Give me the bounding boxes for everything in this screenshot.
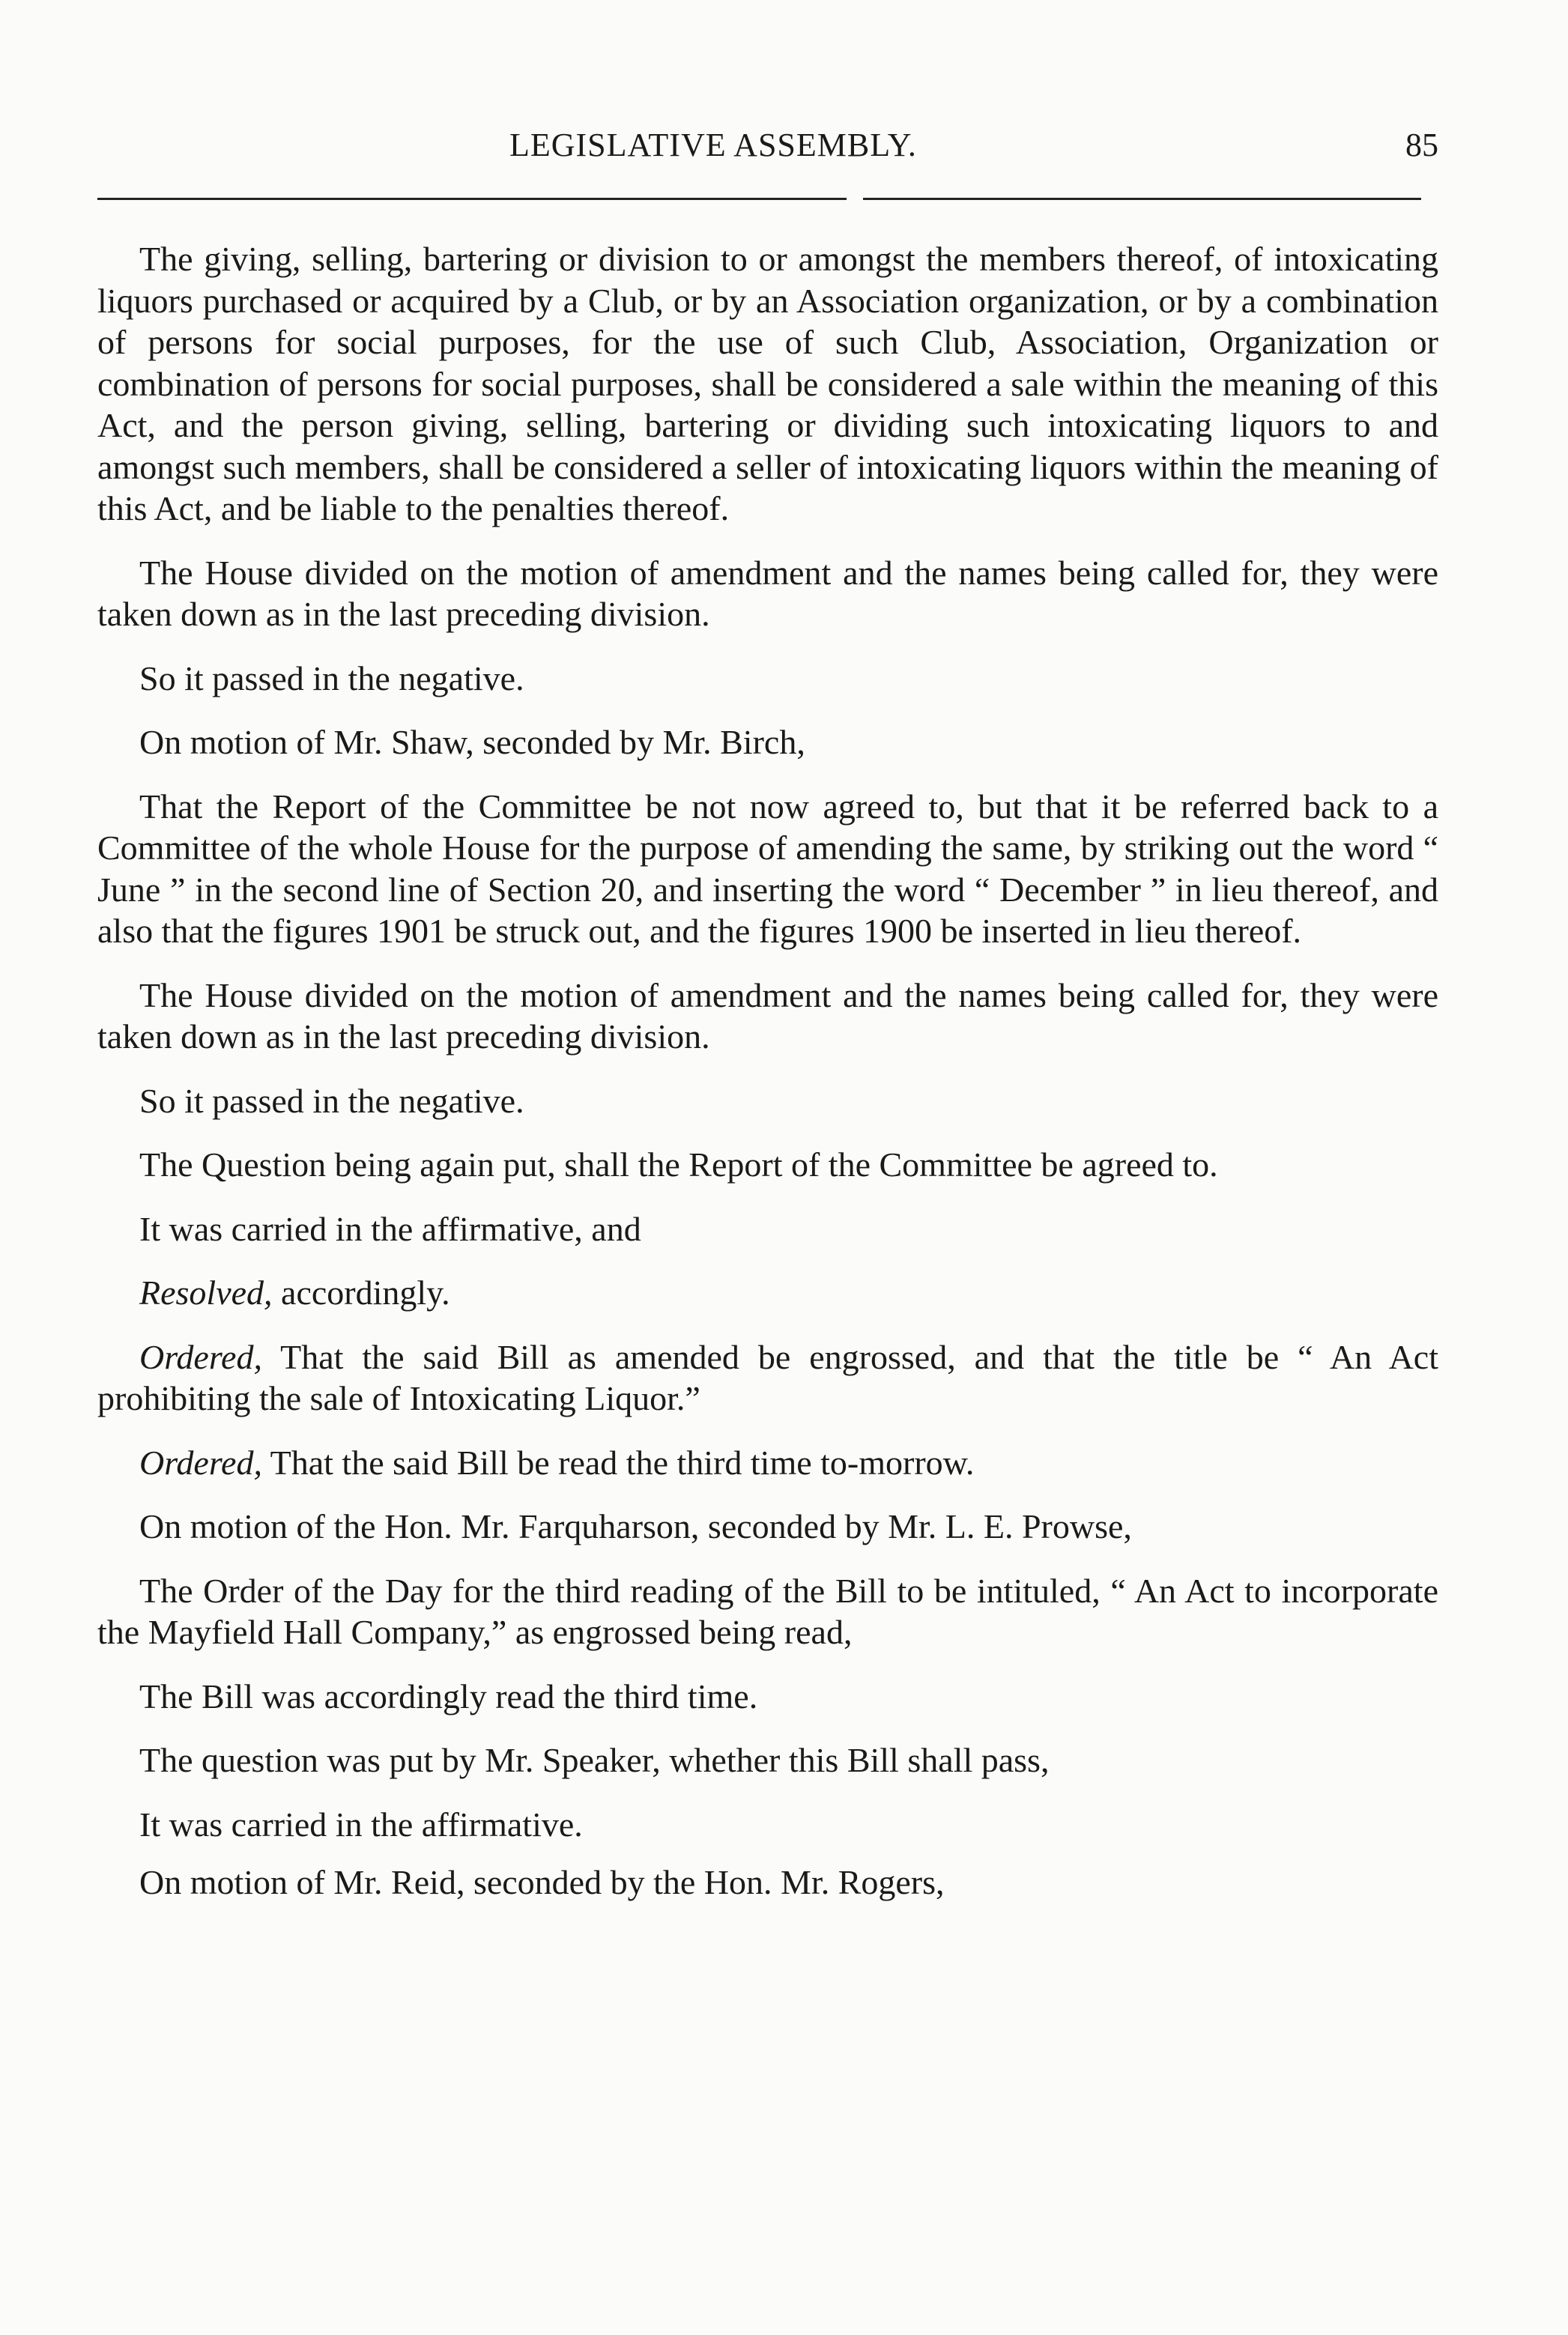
paragraph-carried-affirmative-2: It was carried in the affirmative. bbox=[139, 1805, 583, 1844]
paragraph-bill-read: The Bill was accordingly read the third time. bbox=[139, 1677, 758, 1715]
paragraph-amendment-text: The giving, selling, bartering or division to or amongst the members thereof, of intoxicating liquors purchased or acquired by a Club, or by an Association organization, or by a combination of persons for social purposes, for the use of such Club, Association, Organization or combination of persons for social purposes, shall be considered a sale within the meaning of this Act, and the person giving, selling, bartering or dividing such intoxicating liquors to and amongst such members, shall be considered a seller of intoxicating liquors within the meaning of this Act, and be liable to the penalties thereof. bbox=[97, 240, 1438, 527]
paragraph-house-divided: The House divided on the motion of amendment and the names being called for, they were taken down as in the last preceding division. bbox=[97, 553, 1438, 633]
ordered-text-2: That the said Bill be read the third time to-morrow. bbox=[261, 1443, 975, 1482]
paragraph-house-divided-2: The House divided on the motion of amendment and the names being called for, they were taken down as in the last preceding division. bbox=[97, 975, 1438, 1056]
paragraph-carried-affirmative: It was carried in the affirmative, and bbox=[139, 1209, 641, 1248]
paragraph-ordered-engrossed bbox=[97, 1336, 1438, 1420]
paragraph-motion-reid: On motion of Mr. Reid, seconded by the Hon. Mr. Rogers, bbox=[139, 1863, 945, 1901]
header-rule-right bbox=[863, 198, 1421, 200]
paragraph-resolved bbox=[97, 1272, 1438, 1314]
paragraph-question-put: The Question being again put, shall the Report of the Committee be agreed to. bbox=[139, 1145, 1218, 1184]
paragraph-motion-shaw: On motion of Mr. Shaw, seconded by Mr. Birch, bbox=[139, 723, 805, 761]
header-rule-left bbox=[97, 198, 847, 200]
ordered-text: That the said Bill as amended be engrossed, and that the title be “ An Act prohibiting the sale of Intoxicating Liquor.” bbox=[97, 1337, 1438, 1417]
paragraph-report-referral: That the Report of the Committee be not now agreed to, but that it be referred back to a Committee of the whole House for the purpose of amending the same, by striking out the word “ June ” in the second line of Section 20, and inserting the word “ December ” in lieu thereof, and also that the figures 1901 be struck out, and the figures 1900 be inserted in lieu thereof. bbox=[97, 787, 1438, 950]
resolved-lead: Resolved, bbox=[139, 1274, 273, 1312]
paragraph-question-speaker: The question was put by Mr. Speaker, whether this Bill shall pass, bbox=[139, 1741, 1050, 1779]
paragraph-motion-farquharson: On motion of the Hon. Mr. Farquharson, seconded by Mr. L. E. Prowse, bbox=[139, 1507, 1132, 1545]
running-header bbox=[97, 126, 1438, 171]
body-text bbox=[97, 238, 1438, 1904]
ordered-lead: Ordered, bbox=[139, 1337, 262, 1376]
page-number: 85 bbox=[1405, 127, 1438, 163]
ordered-lead-2: Ordered, bbox=[139, 1443, 262, 1482]
paragraph-ordered-third-reading bbox=[97, 1442, 1438, 1484]
header-title: LEGISLATIVE ASSEMBLY. bbox=[509, 127, 917, 163]
paragraph-negative-2: So it passed in the negative. bbox=[139, 1081, 524, 1120]
resolved-text: accordingly. bbox=[272, 1274, 450, 1312]
paragraph-negative: So it passed in the negative. bbox=[139, 658, 524, 697]
paragraph-order-of-day: The Order of the Day for the third reading of the Bill to be intituled, “ An Act to incorporate the Mayfield Hall Company,” as engrossed being read, bbox=[97, 1571, 1438, 1651]
